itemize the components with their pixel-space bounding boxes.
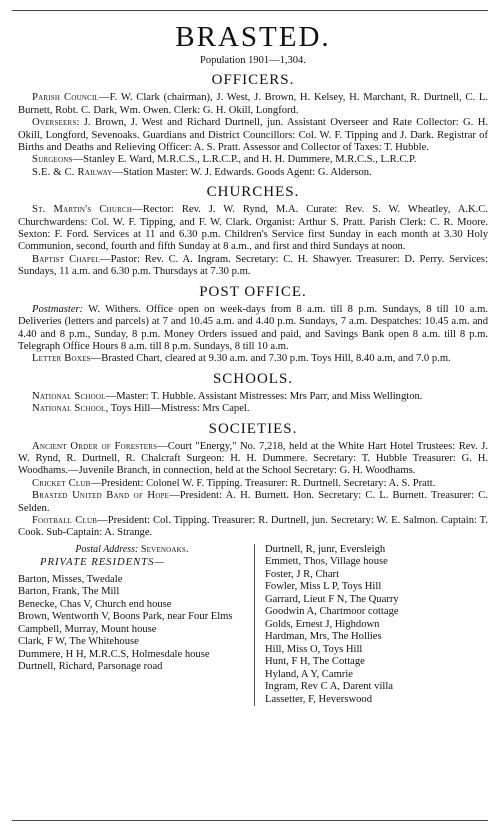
- residents-left-column: [18, 544, 255, 707]
- parish-council-entry: [18, 92, 488, 117]
- resident-entry: Ingram, Rev C A, Darent villa: [265, 681, 393, 693]
- entry-label: Cricket Club: [32, 477, 91, 489]
- national-school-entry: [18, 391, 488, 403]
- top-rule: [12, 10, 488, 11]
- resident-entry: Golds, Ernest J, Highdown: [265, 618, 380, 630]
- resident-entry: Hunt, F H, The Cottage: [265, 656, 365, 668]
- resident-entry: Campbell, Murray, Mount house: [18, 623, 157, 635]
- resident-entry: Garrard, Lieut F N, The Quarry: [265, 593, 399, 605]
- entry-label: Postmaster:: [32, 303, 84, 315]
- residents-left-list: [18, 574, 246, 674]
- letter-boxes-entry: [18, 353, 488, 365]
- resident-entry: Hill, Miss O, Toys Hill: [265, 643, 363, 655]
- entry-label: National School: [32, 403, 106, 415]
- entry-label: Overseers: [32, 117, 77, 129]
- resident-entry: Clark, F W, The Whitehouse: [18, 636, 139, 648]
- entry-text: —Rector: Rev. J. W. Rynd, M.A. Curate: Rev. S. W. Wheatley, A.K.C. Churchwardens: Col. W. F. Tipping, and F. W. Clark. Organist: Arthur S. Pratt. Parish Clerk: C. R. Moore. Sexton: F. Ford. Services at 11 and 6.30 p.m. Children's Service first Sunday in each month at 3.30 Holy Communion, second, fourth and fifth Sunday at 8 a.m., and first and third Sundays at noon.: [18, 204, 489, 253]
- surgeons-entry: [18, 154, 488, 166]
- entry-text: : J. Brown, J. West and Richard Durtnell, jun. Assistant Overseer and Rate Collector: G. H. Okill, Longford, Sevenoaks. Guardians and District Councillors: Col. W. F. Tipping and J. Dark. Registrar of Births and Deaths and Relieving Officer: A. S. Pratt. Assessor and Collector of Taxes: T. Hubble.: [18, 117, 488, 154]
- band-of-hope-entry: [18, 490, 488, 515]
- resident-entry: Foster, J R, Chart: [265, 568, 340, 580]
- entry-text: —President: Colonel W. F. Tipping. Treasurer: R. Durtnell. Secretary: A. S. Pratt.: [90, 477, 436, 489]
- overseers-entry: [18, 117, 488, 154]
- post-office-heading: POST OFFICE.: [199, 283, 307, 300]
- bottom-rule: [12, 820, 488, 821]
- postal-address-label: Postal Address:: [75, 543, 139, 555]
- entry-text: —Brasted Chart, cleared at 9.30 a.m. and 7.30 p.m. Toys Hill, 8.40 a.m, and 7.0 p.m.: [90, 353, 451, 365]
- postal-address-town: Sevenoaks.: [140, 543, 189, 555]
- entry-text: —Station Master: W. J. Edwards. Goods Agent: G. Alderson.: [112, 166, 372, 178]
- entry-text: —Stanley E. Ward, M.R.C.S., L.R.C.P., and H. H. Dummere, M.R.C.S., L.R.C.P.: [72, 154, 417, 166]
- resident-entry: Lassetter, F, Heverswood: [265, 693, 372, 705]
- football-club-entry: [18, 515, 488, 540]
- officers-heading: OFFICERS.: [211, 72, 295, 89]
- entry-label: Football Club: [32, 514, 98, 526]
- page-content: [18, 22, 488, 706]
- postmaster-entry: [18, 304, 488, 354]
- entry-label: Letter Boxes: [32, 353, 91, 365]
- resident-entry: Barton, Frank, The Mill: [18, 586, 120, 598]
- postal-address: [18, 544, 246, 556]
- resident-entry: Emmett, Thos, Village house: [265, 556, 388, 568]
- entry-label: Parish Council: [32, 92, 99, 104]
- resident-entry: Fowler, Miss L P, Toys Hill: [265, 581, 382, 593]
- entry-label: S.E. & C. Railway: [32, 166, 113, 178]
- population-line: Population 1901—1,304.: [200, 55, 306, 66]
- resident-entry: Durtnell, Richard, Parsonage road: [18, 661, 163, 673]
- entry-text: —Court "Energy," No. 7,218, held at the White Hart Hotel Trustees: Rev. J. W. Rynd, R. Durtnell, R. Chalcraft Surgeon: H. H. Dummere. Secretary: T. Hubble Treasurer: G. H. Woodhams.—Juvenile Branch, in connection, held at the School Secretary: G. H. Woodhams.: [18, 440, 489, 477]
- residents-right-column: [255, 544, 488, 707]
- entry-text: —Pastor: Rev. C. A. Ingram. Secretary: C. H. Shawyer. Treasurer: D. Perry. Services: Sundays, 11 a.m. and 6.30 p.m. Thursdays at 7.30 p.m.: [18, 253, 488, 278]
- societies-heading: SOCIETIES.: [208, 420, 298, 437]
- resident-entry: Goodwin A, Chartmoor cottage: [265, 606, 399, 618]
- entry-text: —F. W. Clark (chairman), J. West, J. Brown, H. Kelsey, H. Marchant, R. Durtnell, C. L. Burnett, Robt. C. Dark, Wm. Owen. Clerk: G. H. Okill, Longford.: [18, 92, 488, 116]
- cricket-club-entry: [18, 478, 488, 490]
- entry-label: Baptist Chapel: [32, 253, 100, 265]
- resident-entry: Benecke, Chas V, Church end house: [18, 598, 172, 610]
- entry-label: Brasted United Band of Hope: [32, 490, 170, 502]
- entry-text: —President: A. H. Burnett. Hon. Secretary: C. L. Burnett. Treasurer: C. Selden.: [18, 490, 488, 514]
- resident-entry: Hyland, A Y, Camrie: [265, 668, 353, 680]
- private-residents-heading: PRIVATE RESIDENTS—: [40, 557, 165, 569]
- entry-text: , Toys Hill—Mistress: Mrs Capel.: [105, 403, 250, 415]
- entry-label: National School: [32, 390, 106, 402]
- resident-entry: Barton, Misses, Twedale: [18, 573, 123, 585]
- entry-label: St. Martin's Church: [32, 204, 133, 216]
- resident-entry: Dummere, H H, M.R.C.S, Holmesdale house: [18, 648, 210, 660]
- toys-hill-school-entry: [18, 403, 488, 415]
- entry-text: —Master: T. Hubble. Assistant Mistresses: Mrs Parr, and Miss Wellington.: [105, 390, 423, 402]
- entry-label: Surgeons: [32, 154, 73, 166]
- foresters-entry: [18, 441, 488, 478]
- resident-entry: Hardman, Mrs, The Hollies: [265, 631, 382, 643]
- baptist-chapel-entry: [18, 254, 488, 279]
- residents-columns: [18, 544, 488, 707]
- churches-heading: CHURCHES.: [206, 184, 300, 201]
- entry-text: —President: Col. Tipping. Treasurer: R. Durtnell, jun. Secretary: W. E. Salmon. Captain: T. Cook. Sub-Captain: A. Strange.: [18, 514, 488, 539]
- resident-entry: Durtnell, R, junr, Eversleigh: [265, 543, 386, 555]
- page-title: BRASTED.: [175, 21, 331, 53]
- railway-entry: [18, 167, 488, 179]
- entry-label: Ancient Order of Foresters: [32, 440, 158, 452]
- st-martins-church-entry: [18, 204, 488, 254]
- schools-heading: SCHOOLS.: [212, 370, 294, 387]
- entry-text: W. Withers. Office open on week-days from 8 a.m. till 8 p.m. Sundays, 8 till 10 a.m. Deliveries (letters and parcels) at 7 and 10.45 a.m. and 4.40 p.m. Sundays, 7 a.m. Despatches: 10.45 a.m. and 4.40 and 8 p.m., Sunday, 8 p.m. Money Orders issued and paid, and Savings Bank open 8 a.m. till 8 p.m. Telegraph Office Hours 8 a.m. till 8 p.m. Sundays, 8 till 10 a.m.: [18, 303, 488, 352]
- resident-entry: Brown, Wentworth V, Boons Park, near Four Elms: [18, 611, 233, 623]
